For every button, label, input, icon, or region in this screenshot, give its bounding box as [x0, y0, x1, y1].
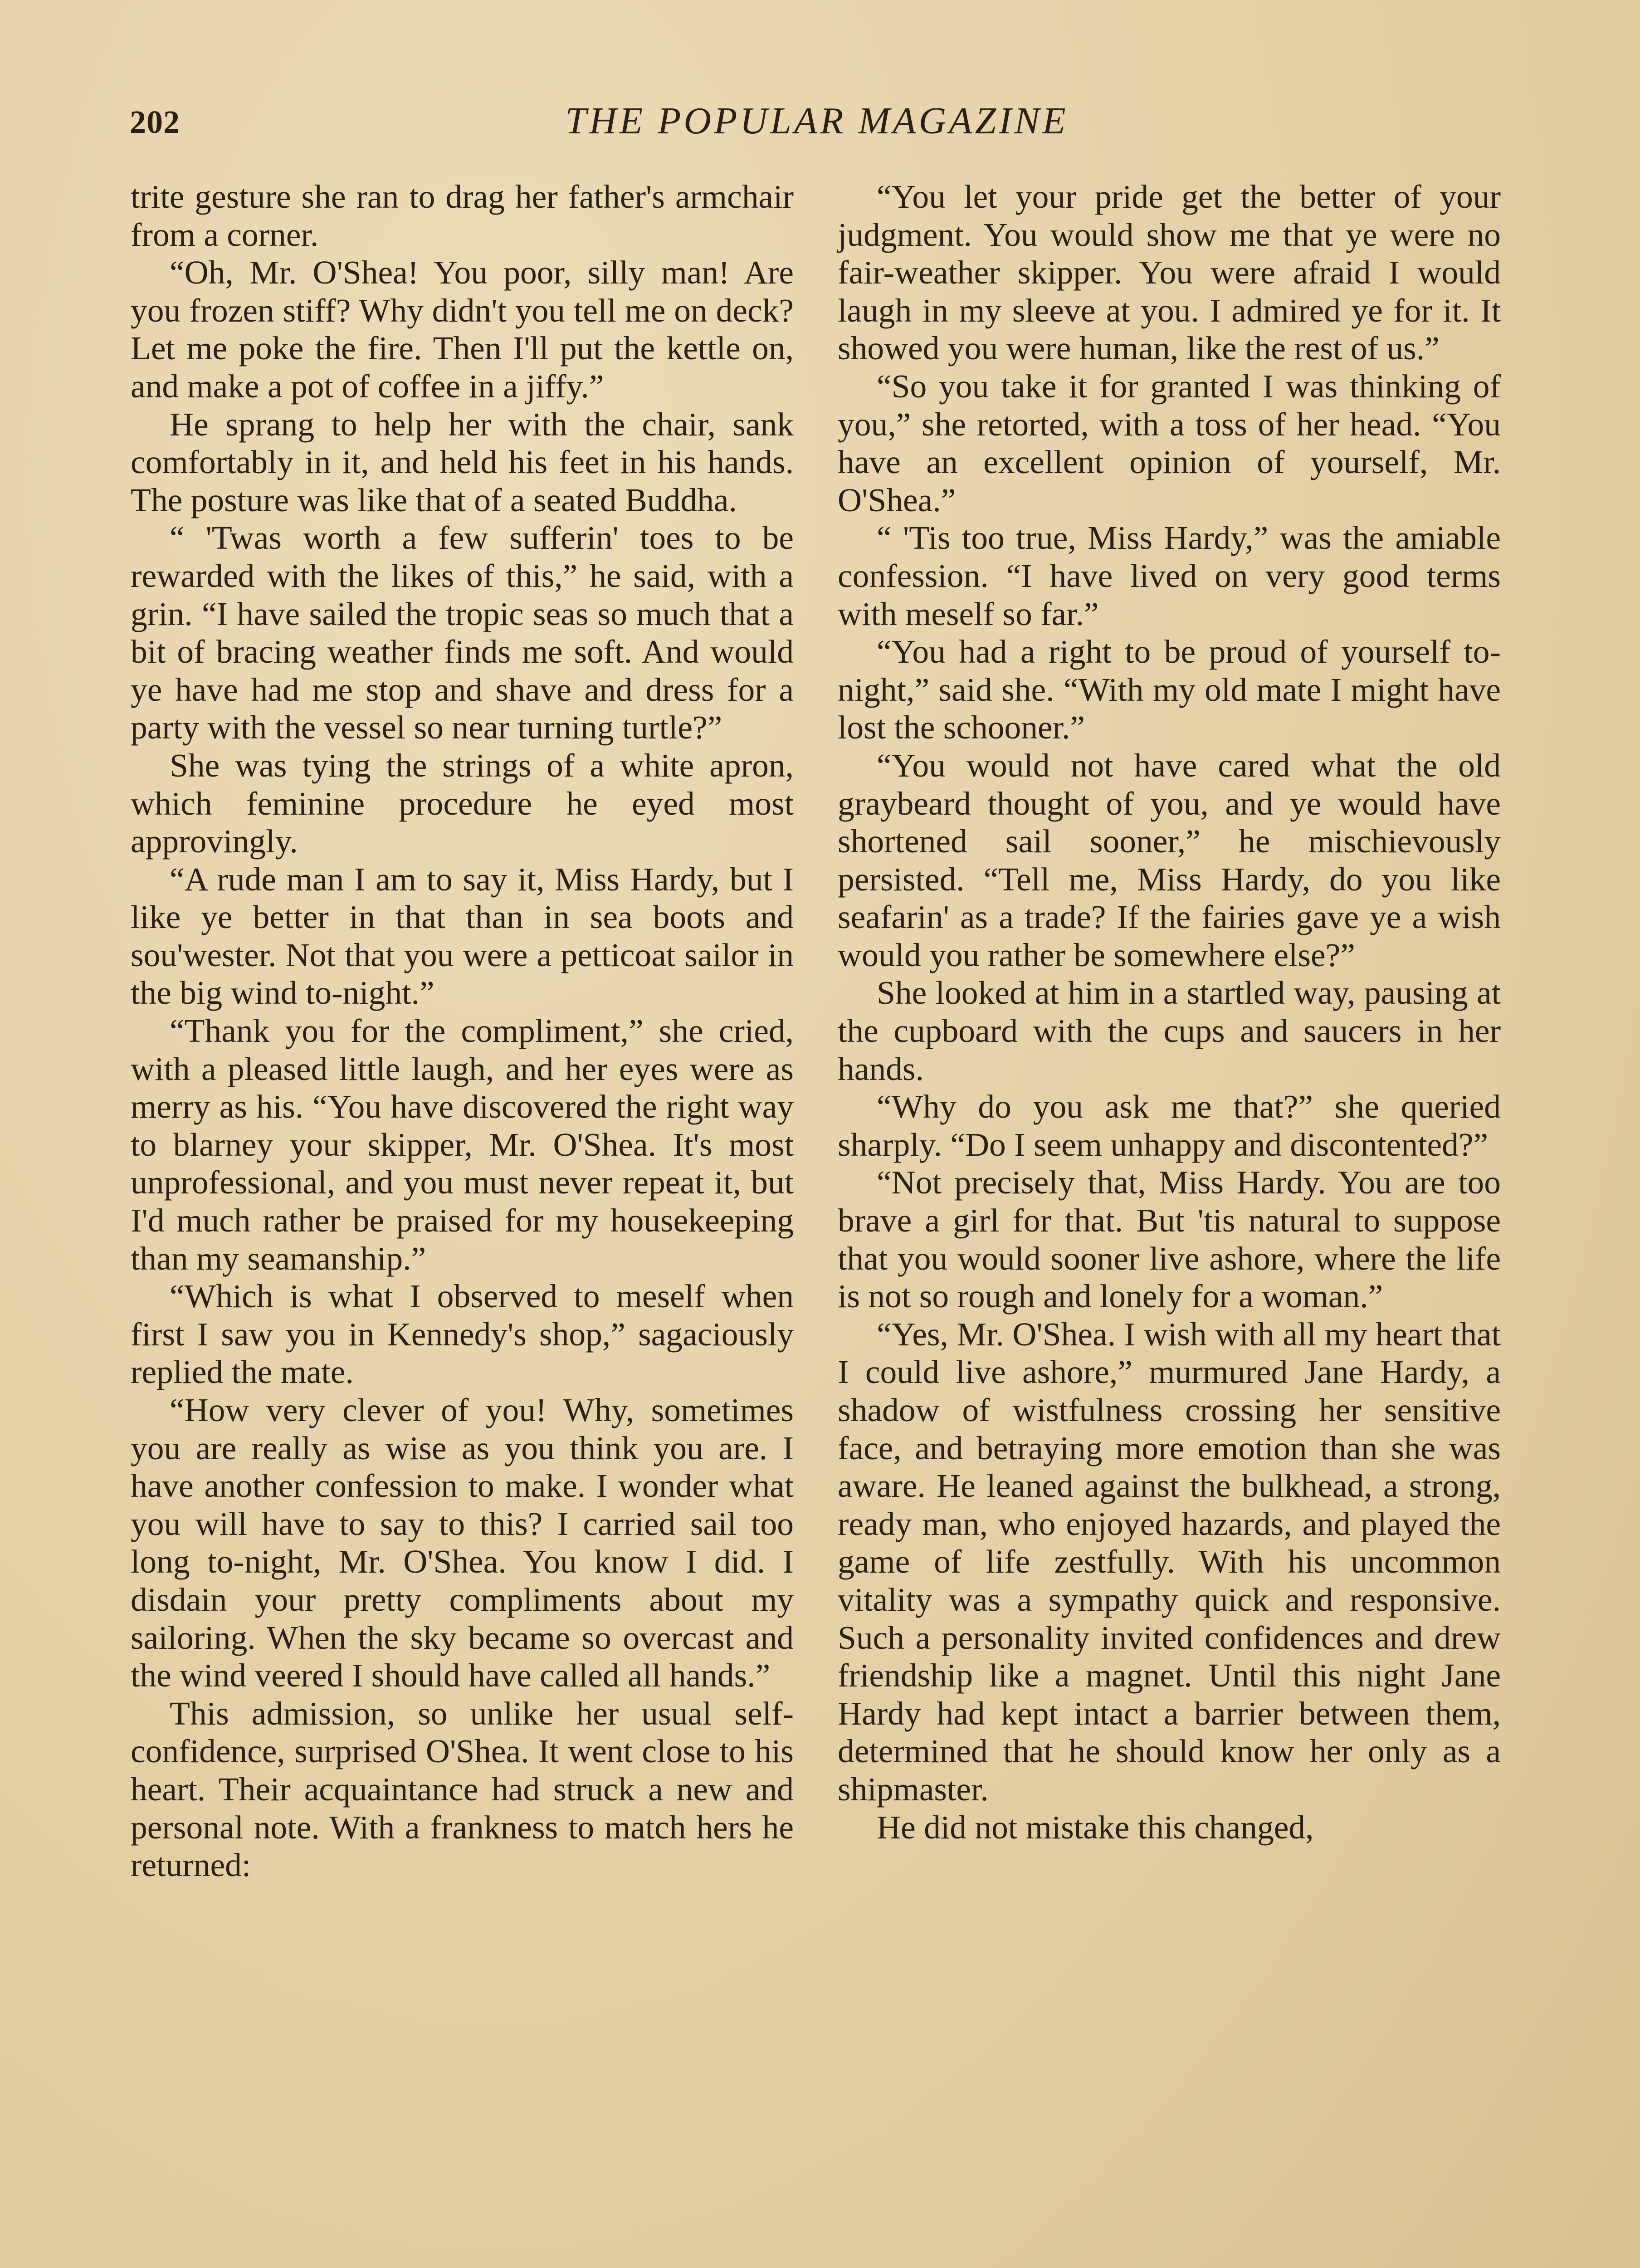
paragraph: “Oh, Mr. O'Shea! You poor, silly man! Are you frozen stiff? Why didn't you tell me on deck? Let me poke the fire. Then I'll put the kettle on, and make a pot of coffee in a jiffy.” [131, 254, 794, 405]
paragraph: “You let your pride get the better of your judgment. You would show me that ye were no fair-weather skipper. You were afraid I would laugh in my sleeve at you. I admired ye for it. It showed you were human, like the rest of us.” [838, 178, 1501, 367]
page-header [130, 99, 1504, 149]
paragraph: “Which is what I observed to meself when first I saw you in Kennedy's shop,” sagaciously replied the mate. [131, 1278, 794, 1391]
paragraph: trite gesture she ran to drag her father's armchair from a corner. [131, 178, 794, 253]
paragraph: “How very clever of you! Why, sometimes you are really as wise as you think you are. I have another confession to make. I wonder what you will have to say to this? I carried sail too long to-night, Mr. O'Shea. You know I did. I disdain your pretty compliments about my sailoring. When the sky became so overcast and the wind veered I should have called all hands.” [131, 1392, 794, 1694]
paragraph: “ 'Twas worth a few sufferin' toes to be rewarded with the likes of this,” he said, with a grin. “I have sailed the tropic seas so much that a bit of bracing weather finds me soft. And would ye have had me stop and shave and dress for a party with the vessel so near turning turtle?” [131, 519, 794, 746]
paragraph: “You had a right to be proud of yourself to-night,” said she. “With my old mate I might have lost the schooner.” [838, 633, 1501, 746]
left-text-column [131, 178, 794, 1884]
paragraph: This admission, so unlike her usual self-confidence, surprised O'Shea. It went close to his heart. Their acquaintance had struck a new and personal note. With a frankness to match hers he returned: [131, 1695, 794, 1884]
paragraph: She was tying the strings of a white apron, which feminine procedure he eyed most approvingly. [131, 747, 794, 860]
paragraph: “So you take it for granted I was thinking of you,” she retorted, with a toss of her head. “You have an excellent opinion of yourself, Mr. O'Shea.” [838, 367, 1501, 518]
paragraph: “You would not have cared what the old graybeard thought of you, and ye would have shortened sail sooner,” he mischievously persisted. “Tell me, Miss Hardy, do you like seafarin' as a trade? If the fairies gave ye a wish would you rather be somewhere else?” [838, 747, 1501, 973]
paragraph: “Thank you for the compliment,” she cried, with a pleased little laugh, and her eyes were as merry as his. “You have discovered the right way to blarney your skipper, Mr. O'Shea. It's most unprofessional, and you must never repeat it, but I'd much rather be praised for my housekeeping than my seamanship.” [131, 1012, 794, 1277]
paragraph: She looked at him in a startled way, pausing at the cupboard with the cups and saucers in her hands. [838, 974, 1501, 1087]
paragraph: “A rude man I am to say it, Miss Hardy, but I like ye better in that than in sea boots and sou'wester. Not that you were a petticoat sailor in the big wind to-night.” [131, 860, 794, 1012]
paragraph: He sprang to help her with the chair, sank comfortably in it, and held his feet in his hands. The posture was like that of a seated Buddha. [131, 406, 794, 518]
paragraph: “ 'Tis too true, Miss Hardy,” was the amiable confession. “I have lived on very good terms with meself so far.” [838, 519, 1501, 632]
right-text-column [838, 178, 1501, 1846]
running-head: THE POPULAR MAGAZINE [565, 100, 1069, 142]
page-number: 202 [130, 104, 180, 140]
paragraph: “Yes, Mr. O'Shea. I wish with all my heart that I could live ashore,” murmured Jane Hardy, a shadow of wistfulness crossing her sensitive face, and betraying more emotion than she was aware. He leaned against the bulkhead, a strong, ready man, who enjoyed hazards, and played the game of life zestfully. With his uncommon vitality was a sympathy quick and responsive. Such a personality invited confidences and drew friendship like a magnet. Until this night Jane Hardy had kept intact a barrier between them, determined that he should know her only as a shipmaster. [838, 1315, 1501, 1808]
paragraph: He did not mistake this changed, [877, 1809, 1314, 1846]
paragraph: “Not precisely that, Miss Hardy. You are too brave a girl for that. But 'tis natural to suppose that you would sooner live ashore, where the life is not so rough and lonely for a woman.” [838, 1164, 1501, 1315]
paragraph: “Why do you ask me that?” she queried sharply. “Do I seem unhappy and discontented?” [838, 1088, 1501, 1163]
